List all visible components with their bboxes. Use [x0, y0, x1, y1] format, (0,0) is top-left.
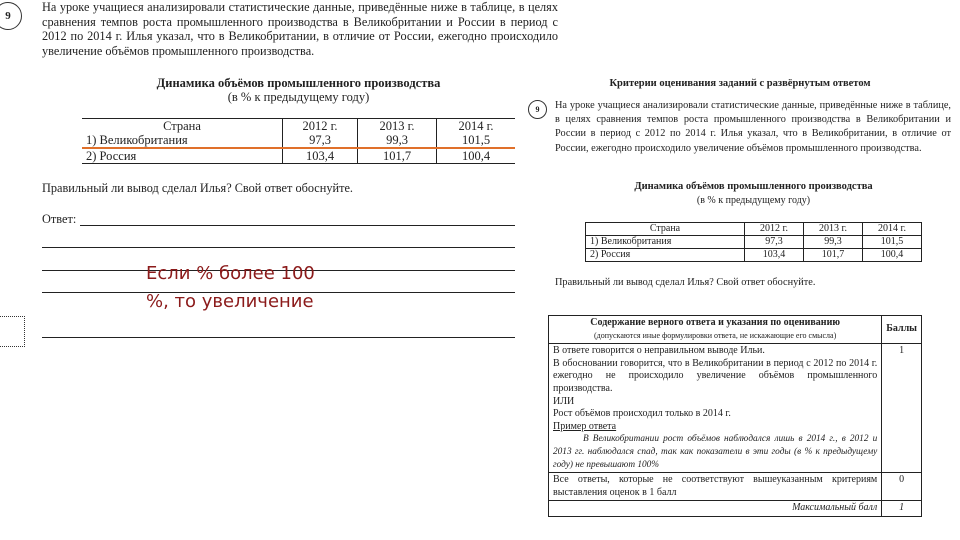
criteria-text: В ответе говорится о неправильном выводе Ильи.	[553, 345, 765, 357]
example-label: Пример ответа	[553, 420, 617, 432]
data-table-left	[82, 118, 515, 164]
annotation-line: Если % более 100	[146, 263, 315, 284]
answer-line[interactable]	[42, 247, 515, 248]
header-2014: 2014 г.	[458, 119, 494, 133]
header-2013: 2013 г.	[358, 119, 437, 134]
criteria-text: Все ответы, которые не соответствуют вышеуказанным критериям выставления оценок в 1 балл	[549, 473, 882, 501]
task-number-badge: 9	[528, 100, 547, 119]
question-text: Правильный ли вывод сделал Илья? Свой ответ обоснуйте.	[42, 181, 353, 195]
header-country: Страна	[586, 223, 745, 236]
header-country: Страна	[82, 119, 283, 134]
header-2012: 2012 г.	[283, 119, 358, 134]
header-2013: 2013 г.	[804, 223, 863, 236]
task-text: На уроке учащиеся анализировали статистические данные, приведённые ниже в таблице, в целях сравнения темпов роста промышленного производства в Великобритании и России в период с 2012 по 2014 г. Илья указал, что в Великобритании, в отличие от России, ежегодно происходило увеличение объёмов промышленного производства.	[42, 0, 558, 58]
task-number-badge: 9	[0, 2, 22, 30]
header-2014: 2014 г.	[863, 223, 922, 236]
table-title-copy: Динамика объёмов промышленного производства	[634, 181, 873, 192]
cell: 100,4	[461, 149, 491, 163]
cell: 101,5	[461, 133, 491, 147]
answer-label: Ответ:	[42, 212, 77, 226]
question-text-copy: Правильный ли вывод сделал Илья? Свой ответ обоснуйте.	[555, 277, 816, 288]
row-label: 1) Великобритания	[82, 133, 283, 148]
cell: 97,3	[745, 236, 804, 249]
row-label: 2) Россия	[586, 249, 745, 262]
row-label: 2) Россия	[82, 148, 283, 164]
criteria-title: Критерии оценивания заданий с развёрнутым ответом	[609, 78, 871, 89]
answer-line[interactable]	[80, 225, 515, 226]
max-score-label: Максимальный балл	[549, 501, 882, 517]
row-label: 1) Великобритания	[586, 236, 745, 249]
score-box[interactable]	[0, 316, 25, 347]
cell: 103,4	[283, 148, 358, 164]
score-1: 1	[882, 344, 922, 473]
example-text: В Великобритании рост объёмов наблюдался лишь в 2014 г., в 2012 и 2013 гг. наблюдался спад, так как показатели в эти годы (в % к предыдущему году) не превышают 100%	[553, 434, 878, 470]
criteria-or: ИЛИ	[553, 395, 575, 407]
cell: 103,4	[745, 249, 804, 262]
answer-line[interactable]	[42, 337, 515, 338]
handwritten-annotation	[146, 260, 315, 316]
score-0: 0	[882, 473, 922, 501]
cell: 101,7	[804, 249, 863, 262]
cell: 101,7	[358, 148, 437, 164]
table-subtitle-copy: (в % к предыдущему году)	[696, 195, 811, 206]
cell: 100,4	[863, 249, 922, 262]
criteria-col-note: (допускаются иные формулировки ответа, не искажающие его смысла)	[593, 330, 837, 340]
max-score: 1	[882, 501, 922, 517]
cell: 97,3	[283, 133, 358, 148]
criteria-text: В обосновании говорится, что в Великобритании в период с 2012 по 2014 г. ежегодно не происходило увеличение объёмов промышленного производства.	[553, 357, 878, 394]
criteria-col-header: Содержание верного ответа и указания по оцениванию	[590, 317, 840, 328]
cell: 99,3	[804, 236, 863, 249]
task-text-copy: На уроке учащиеся анализировали статистические данные, приведённые ниже в таблице, в целях сравнения темпов роста промышленного производства в Великобритании и России в период с 2012 по 2014 г. Илья указал, что в Великобритании, в отличие от России, ежегодно происходило увеличение объёмов промышленного производства.	[555, 100, 951, 154]
criteria-table	[548, 315, 922, 517]
table-title: Динамика объёмов промышленного производства	[156, 76, 441, 90]
header-2012: 2012 г.	[745, 223, 804, 236]
cell: 99,3	[358, 133, 437, 148]
table-subtitle: (в % к предыдущему году)	[227, 90, 370, 104]
data-table-right	[585, 222, 922, 262]
criteria-text: Рост объёмов происходил только в 2014 г.	[553, 408, 731, 420]
annotation-line: %, то увеличение	[146, 291, 314, 312]
score-header: Баллы	[882, 316, 922, 344]
cell: 101,5	[863, 236, 922, 249]
